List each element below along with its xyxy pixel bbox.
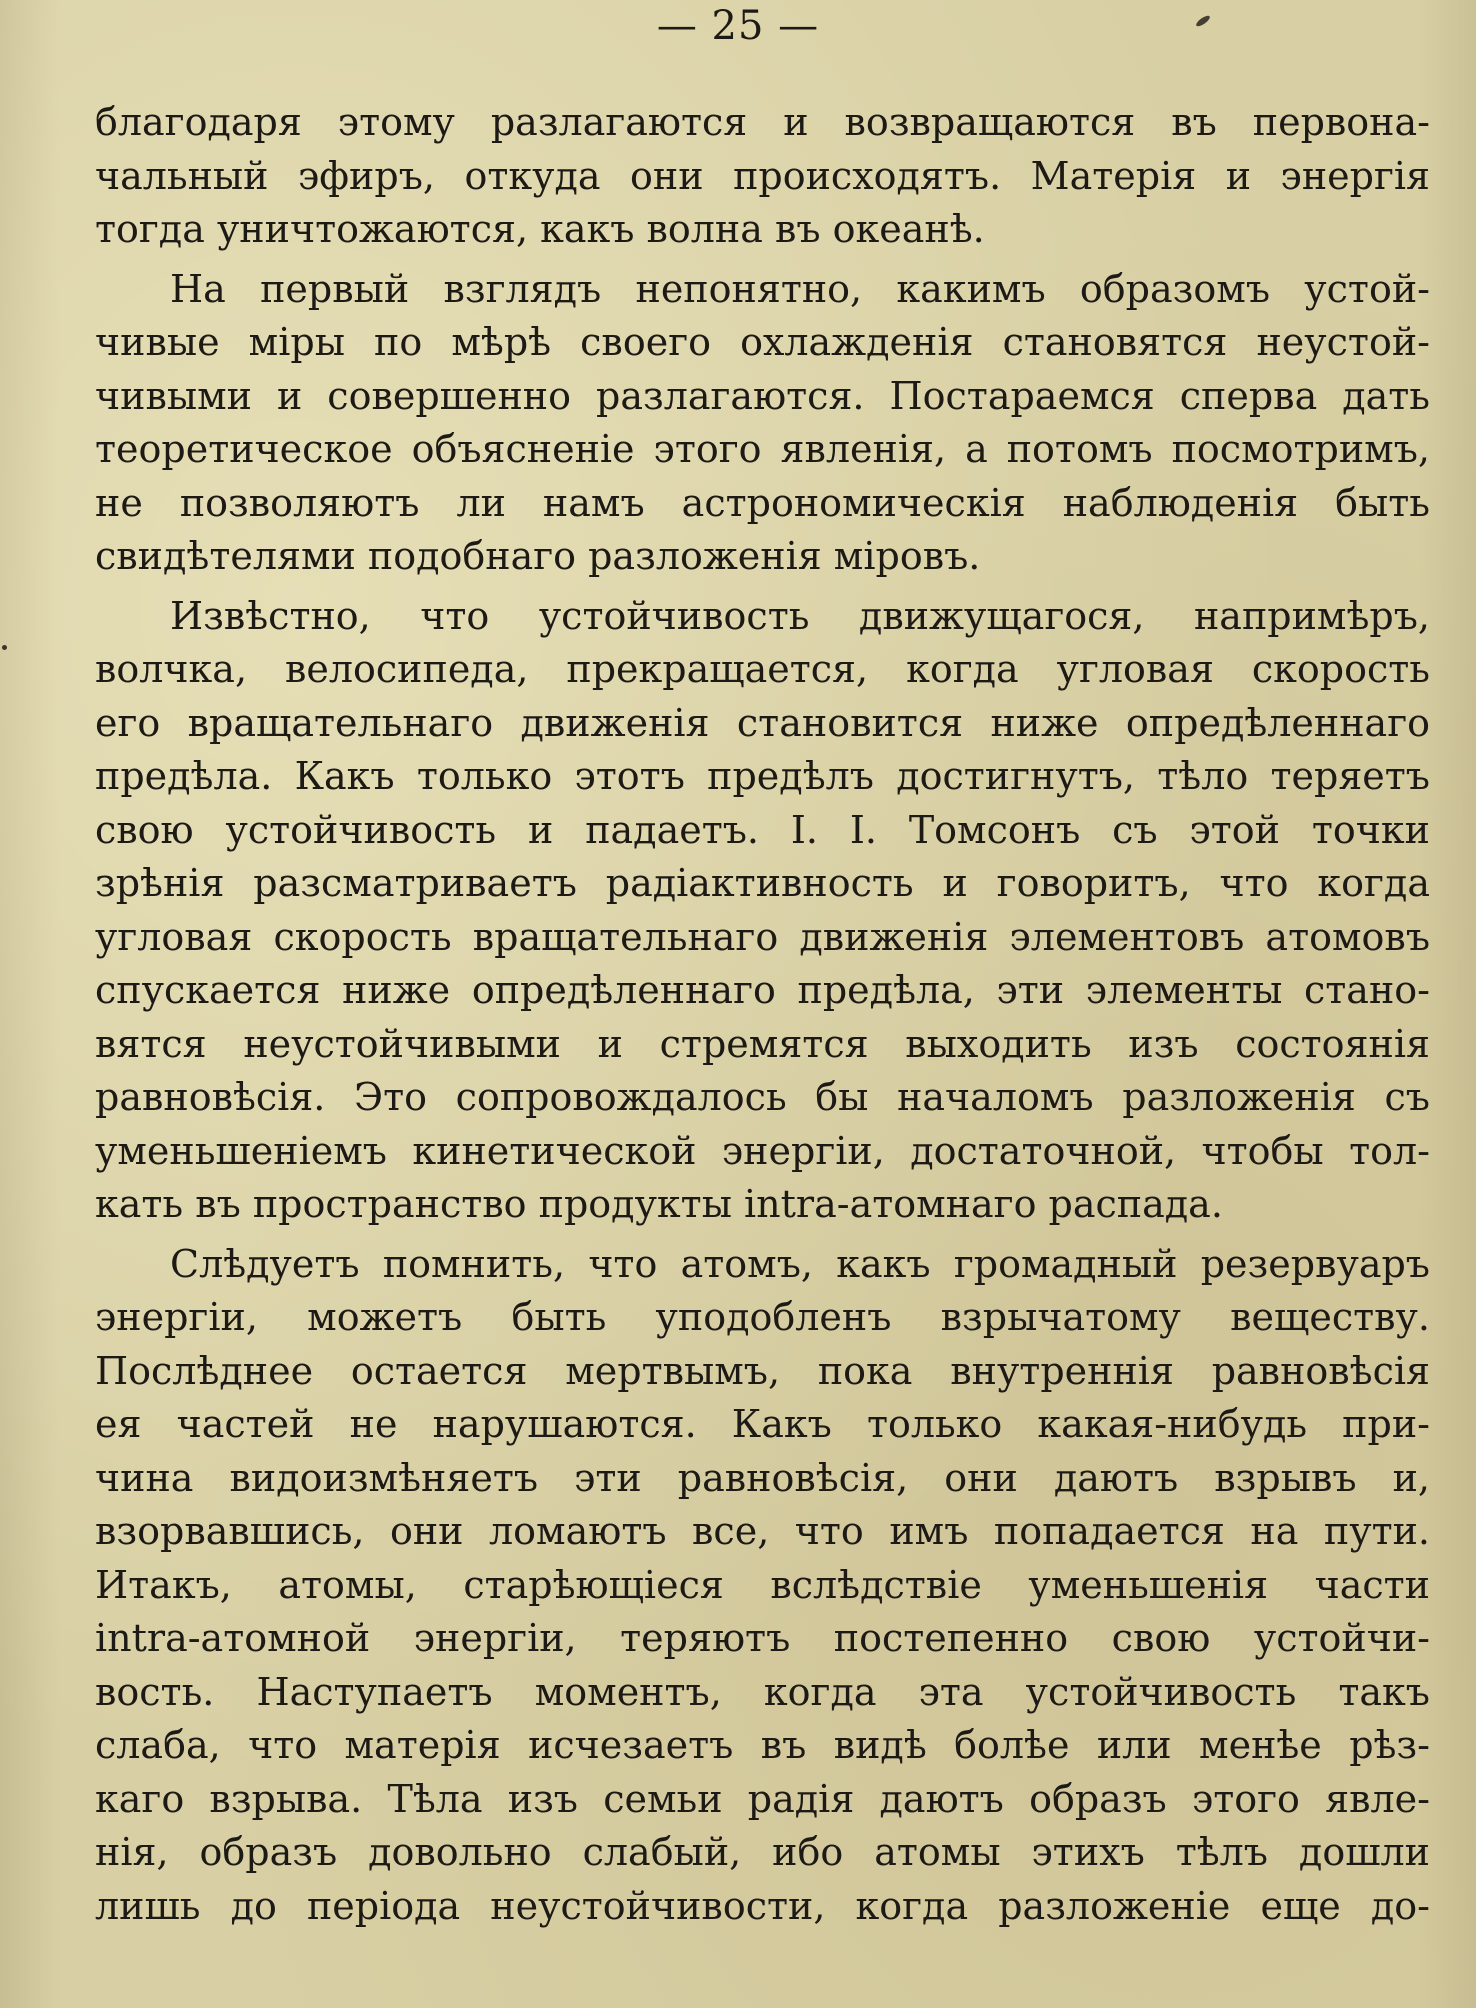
text-line: угловая скорость вращательнаго движенія элементовъ атомовъ xyxy=(95,914,1430,959)
text-line: тогда уничтожаются, какъ волна въ океанѣ. xyxy=(95,207,985,251)
text-line: чивыми и совершенно разлагаются. Постараемся сперва дать xyxy=(95,373,1430,418)
text-line: Итакъ, атомы, старѣющіеся вслѣдствіе уменьшенія части xyxy=(95,1562,1430,1607)
text-line: лишь до періода неустойчивости, когда разложеніе еще до- xyxy=(95,1883,1430,1928)
text-line: равновѣсія. Это сопровождалось бы началомъ разложенія съ xyxy=(95,1075,1430,1119)
text-line: зрѣнія разсматриваетъ радіактивность и говоритъ, что когда xyxy=(95,861,1430,905)
text-line: свою устойчивость и падаетъ. І. І. Томсонъ съ этой точки xyxy=(95,807,1430,852)
text-line: Извѣстно, что устойчивость движущагося, напримѣръ, xyxy=(170,593,1430,638)
text-line: ея частей не нарушаются. Какъ только какая-нибудь при- xyxy=(95,1402,1430,1446)
text-line: На первый взглядъ непонятно, какимъ образомъ устой- xyxy=(170,266,1430,311)
text-line: intra-атомной энергіи, теряютъ постепенно свою устойчи- xyxy=(95,1616,1430,1660)
text-line: энергіи, можетъ быть уподобленъ взрычатому веществу. xyxy=(95,1295,1430,1339)
text-line: чальный эфиръ, откуда они происходятъ. Матерія и энергія xyxy=(95,153,1430,198)
text-line: его вращательнаго движенія становится ниже опредѣленнаго xyxy=(95,700,1430,745)
text-line: слаба, что матерія исчезаетъ въ видѣ болѣе или менѣе рѣз- xyxy=(95,1723,1430,1767)
text-line: взорвавшись, они ломаютъ все, что имъ попадается на пути. xyxy=(95,1509,1430,1553)
text-line: теоретическое объясненіе этого явленія, а потомъ посмотримъ, xyxy=(95,427,1430,471)
page-number: — 25 — xyxy=(656,3,820,49)
text-line: нія, образъ довольно слабый, ибо атомы этихъ тѣлъ дошли xyxy=(95,1830,1430,1874)
paragraph-4 xyxy=(95,1238,1430,1934)
text-line: вятся неустойчивыми и стремятся выходить изъ состоянія xyxy=(95,1021,1430,1066)
text-line: вость. Наступаетъ моментъ, когда эта устойчивость такъ xyxy=(95,1669,1430,1714)
text-line: чивые міры по мѣрѣ своего охлажденія становятся неустой- xyxy=(95,320,1430,364)
margin-dot xyxy=(2,645,7,650)
text-line: Слѣдуетъ помнить, что атомъ, какъ громадный резервуаръ xyxy=(170,1241,1430,1286)
text-line: уменьшеніемъ кинетической энергіи, достаточной, чтобы тол- xyxy=(95,1128,1430,1173)
text-line: кать въ пространство продукты intra-атомнаго распада. xyxy=(95,1182,1223,1226)
text-body xyxy=(95,96,1430,1933)
text-line: волчка, велосипеда, прекращается, когда угловая скорость xyxy=(95,647,1430,691)
text-line: предѣла. Какъ только этотъ предѣлъ достигнутъ, тѣло теряетъ xyxy=(95,754,1430,798)
paragraph-2 xyxy=(95,263,1430,584)
text-line: благодаря этому разлагаются и возвращаются въ первона- xyxy=(95,100,1430,144)
paragraph-1 xyxy=(95,96,1430,257)
text-line: чина видоизмѣняетъ эти равновѣсія, они даютъ взрывъ и, xyxy=(95,1455,1430,1500)
text-line: спускается ниже опредѣленнаго предѣла, эти элементы стано- xyxy=(95,968,1430,1012)
text-line: не позволяютъ ли намъ астрономическія наблюденія быть xyxy=(95,480,1430,525)
text-line: свидѣтелями подобнаго разложенія міровъ. xyxy=(95,534,981,578)
text-line: каго взрыва. Тѣла изъ семьи радія даютъ образъ этого явле- xyxy=(95,1776,1430,1821)
text-line: Послѣднее остается мертвымъ, пока внутреннія равновѣсія xyxy=(95,1348,1430,1393)
paragraph-3 xyxy=(95,590,1430,1232)
